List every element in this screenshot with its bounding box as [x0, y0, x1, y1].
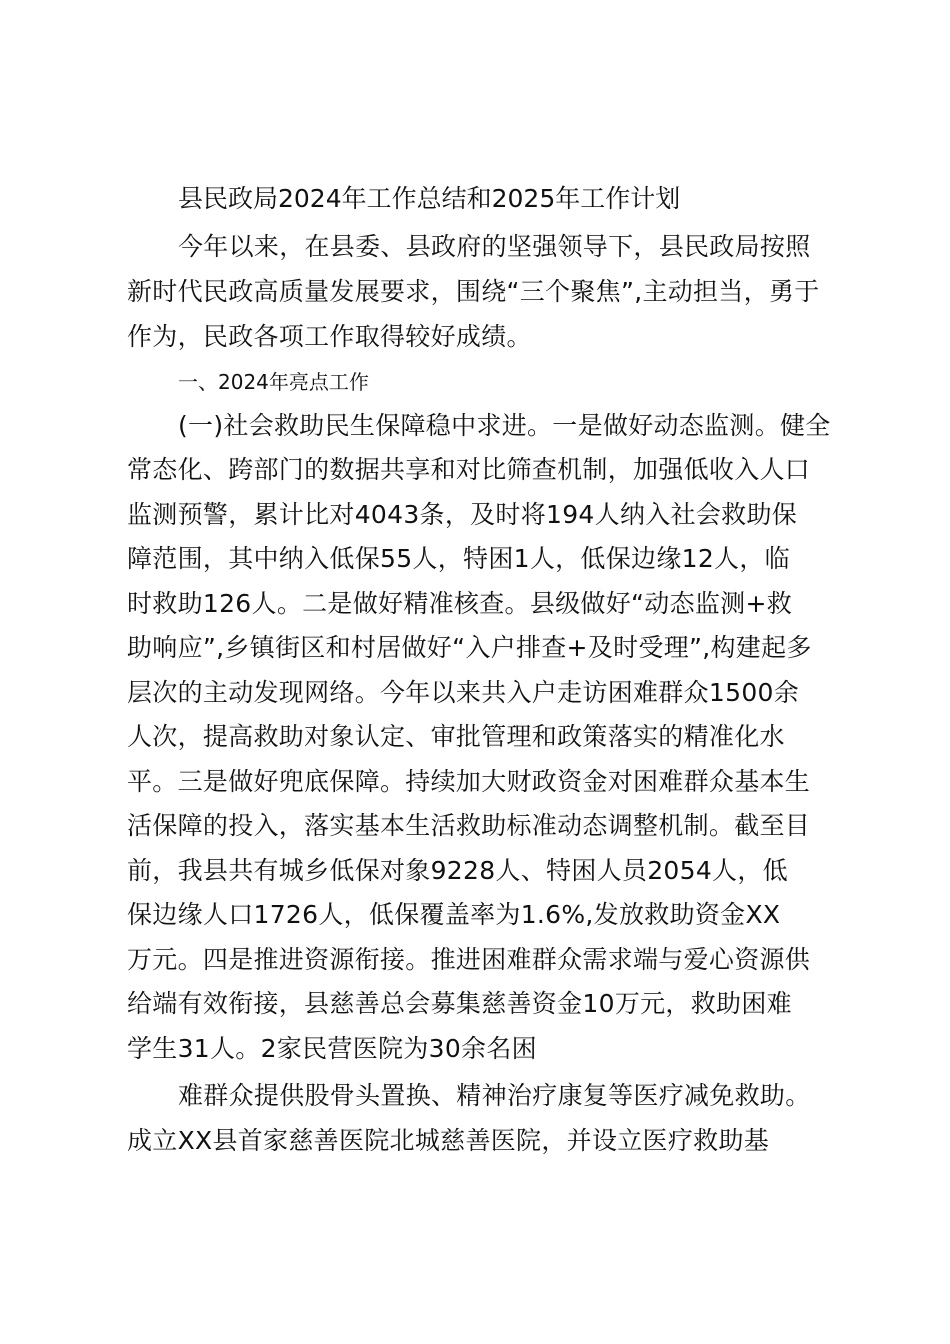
body-line: 障范围，其中纳入低保55人，特困1人，低保边缘12人，临 [127, 544, 790, 573]
body-line: (一)社会救助民生保障稳中求进。一是做好动态监测。健全 [178, 411, 831, 440]
body-line: 活保障的投入，落实基本生活救助标准动态调整机制。截至目 [127, 811, 811, 840]
intro-line: 新时代民政高质量发展要求，围绕“三个聚焦”,主动担当，勇于 [127, 277, 820, 306]
intro-line: 作为，民政各项工作取得较好成绩。 [127, 322, 532, 351]
body-line: 学生31人。2家民营医院为30余名困 [127, 1034, 537, 1063]
intro-line: 今年以来，在县委、县政府的坚强领导下，县民政局按照 [178, 232, 811, 261]
body-line: 时救助126人。二是做好精准核查。县级做好“动态监测+救 [127, 589, 793, 618]
continuation-line: 成立XX县首家慈善医院北城慈善医院，并设立医疗救助基 [127, 1126, 770, 1155]
body-line: 助响应”,乡镇街区和村居做好“入户排查+及时受理”,构建起多 [127, 633, 812, 662]
section-heading: 一、2024年亮点工作 [178, 370, 369, 394]
body-line: 万元。四是推进资源衔接。推进困难群众需求端与爱心资源供 [127, 945, 811, 974]
body-line: 层次的主动发现网络。今年以来共入户走访困难群众1500余 [127, 678, 800, 707]
continuation-line: 难群众提供股骨头置换、精神治疗康复等医疗减免救助。 [178, 1081, 811, 1110]
body-line: 监测预警，累计比对4043条，及时将194人纳入社会救助保 [127, 500, 798, 529]
body-line: 保边缘人口1726人，低保覆盖率为1.6%,发放救助资金XX [127, 900, 781, 929]
body-line: 平。三是做好兜底保障。持续加大财政资金对困难群众基本生 [127, 767, 811, 796]
document-title: 县民政局2024年工作总结和2025年工作计划 [178, 184, 681, 213]
body-line: 常态化、跨部门的数据共享和对比筛查机制，加强低收入人口 [127, 455, 811, 484]
body-line: 前，我县共有城乡低保对象9228人、特困人员2054人，低 [127, 856, 788, 885]
body-line: 人次，提高救助对象认定、审批管理和政策落实的精准化水 [127, 722, 785, 751]
body-line: 给端有效衔接，县慈善总会募集慈善资金10万元，救助困难 [127, 989, 792, 1018]
